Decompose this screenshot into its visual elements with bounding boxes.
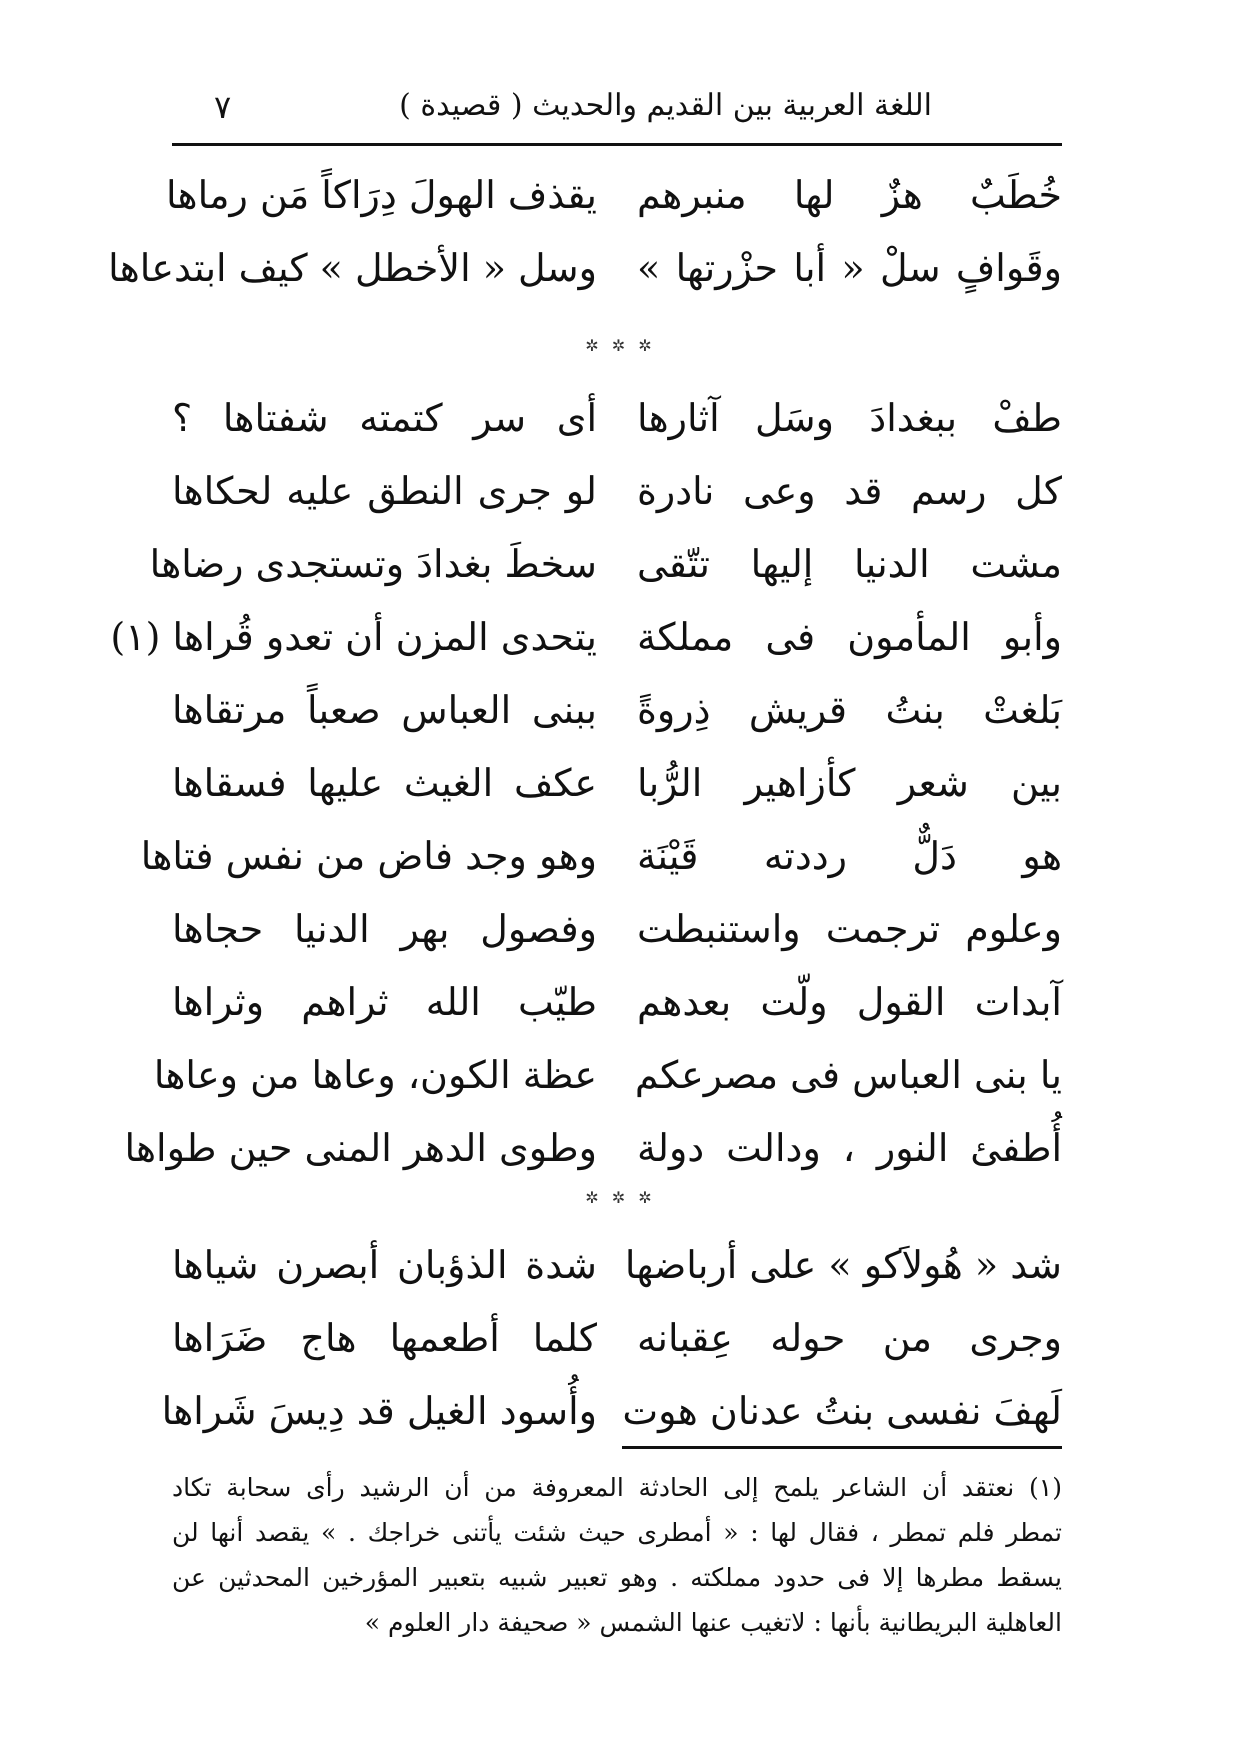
hemistich-first: شد « هُولاَكو » على أرباضها [624, 1243, 1062, 1287]
footnote-line: (١) نعتقد أن الشاعر يلمح إلى الحادثة المعروفة من أن الرشيد رأى سحابة تكاد [172, 1473, 1062, 1502]
footnote [172, 1468, 1062, 1648]
footnote-line: يسقط مطرها إلا فى حدود مملكته . وهو تعبير شبيه بتعبير المؤرخين المحدثين عن [172, 1563, 1062, 1592]
verse [165, 165, 1062, 238]
hemistich-second: شدة الذؤبان أبصرن شياها [172, 1243, 597, 1287]
hemistich-second: يقذف الهولَ دِرَاكاً مَن رماها [165, 173, 597, 217]
hemistich-second: وطوى الدهر المنى حين طواها [124, 1126, 597, 1170]
verse [140, 826, 1062, 899]
hemistich-first: كل رسم قد وعى نادرة [637, 469, 1062, 513]
stanza-1 [108, 165, 1062, 311]
hemistich-second: لو جرى النطق عليه لحكاها [172, 469, 597, 513]
verse [172, 680, 1062, 753]
stanza-2 [110, 388, 1062, 1191]
footnote-rule [622, 1446, 1062, 1449]
hemistich-second: ببنى العباس صعباً مرتقاها [172, 688, 597, 732]
hemistich-first: أُطفئ النور ، ودالت دولة [637, 1126, 1062, 1170]
hemistich-first: وعلوم ترجمت واستنبطت [637, 907, 1062, 951]
header-rule [172, 143, 1062, 146]
footnote-line: تمطر فلم تمطر ، فقال لها : « أمطرى حيث شئت يأتنى خراجك . » يقصد أنها لن [172, 1518, 1062, 1547]
page-number: ٧ [214, 88, 232, 126]
hemistich-second: وهو وجد فاض من نفس فتاها [140, 834, 597, 878]
hemistich-first: طفْ ببغدادَ وسَل آثارها [637, 396, 1062, 440]
hemistich-first: مشت الدنيا إليها تتّقى [637, 542, 1062, 586]
hemistich-first: خُطَبٌ هزٌ لها منبرهم [637, 173, 1062, 217]
hemistich-second: عظة الكون، وعاها من وعاها [153, 1053, 597, 1097]
verse [172, 1308, 1062, 1381]
hemistich-second: وأُسود الغيل قد دِيسَ شَراها [161, 1389, 597, 1433]
hemistich-second: عكف الغيث عليها فسقاها [172, 761, 597, 805]
running-header [172, 88, 1062, 138]
hemistich-second: كلما أطعمها هاج ضَرَاها [172, 1316, 597, 1360]
footnote-line: العاهلية البريطانية بأنها : لاتغيب عنها الشمس « صحيفة دار العلوم » [364, 1608, 1062, 1637]
verse [172, 461, 1062, 534]
verse [149, 534, 1062, 607]
hemistich-first: وأبو المأمون فى مملكة [637, 615, 1062, 659]
hemistich-first: وقَوافٍ سلْ « أبا حزْرتها » [637, 246, 1062, 290]
hemistich-first: هو دَلٌّ رددته قَيْنَة [637, 834, 1062, 878]
stanza-separator: ✲ ✲ ✲ [585, 1188, 656, 1207]
hemistich-first: لَهفَ نفسى بنتُ عدنان هوت [622, 1389, 1062, 1433]
verse [172, 972, 1062, 1045]
verse [172, 388, 1062, 461]
stanza-separator: ✲ ✲ ✲ [585, 336, 656, 355]
header-title: اللغة العربية بين القديم والحديث ( قصيدة ) [399, 88, 932, 123]
verse [108, 238, 1062, 311]
hemistich-first: بَلغتْ بنتُ قريش ذِروةً [637, 688, 1062, 732]
verse [124, 1118, 1062, 1191]
verse [172, 1235, 1062, 1308]
hemistich-first: يا بنى العباس فى مصرعكم [634, 1053, 1062, 1097]
hemistich-second: وفصول بهر الدنيا حجاها [172, 907, 597, 951]
hemistich-second: وسل « الأخطل » كيف ابتدعاها [108, 246, 597, 290]
hemistich-second: أى سر كتمته شفتاها ؟ [172, 396, 597, 440]
verse [161, 1381, 1062, 1454]
hemistich-first: آبدات القول ولّت بعدهم [637, 980, 1062, 1024]
hemistich-first: وجرى من حوله عِقبانه [637, 1316, 1062, 1360]
hemistich-second: يتحدى المزن أن تعدو قُراها (١) [110, 615, 597, 659]
hemistich-first: بين شعر كأزاهير الرُّبا [637, 761, 1062, 805]
verse [172, 899, 1062, 972]
hemistich-second: سخطَ بغدادَ وتستجدى رضاها [149, 542, 597, 586]
stanza-3 [161, 1235, 1062, 1454]
verse [110, 607, 1062, 680]
verse [172, 753, 1062, 826]
verse [153, 1045, 1062, 1118]
hemistich-second: طيّب الله ثراهم وثراها [172, 980, 597, 1024]
